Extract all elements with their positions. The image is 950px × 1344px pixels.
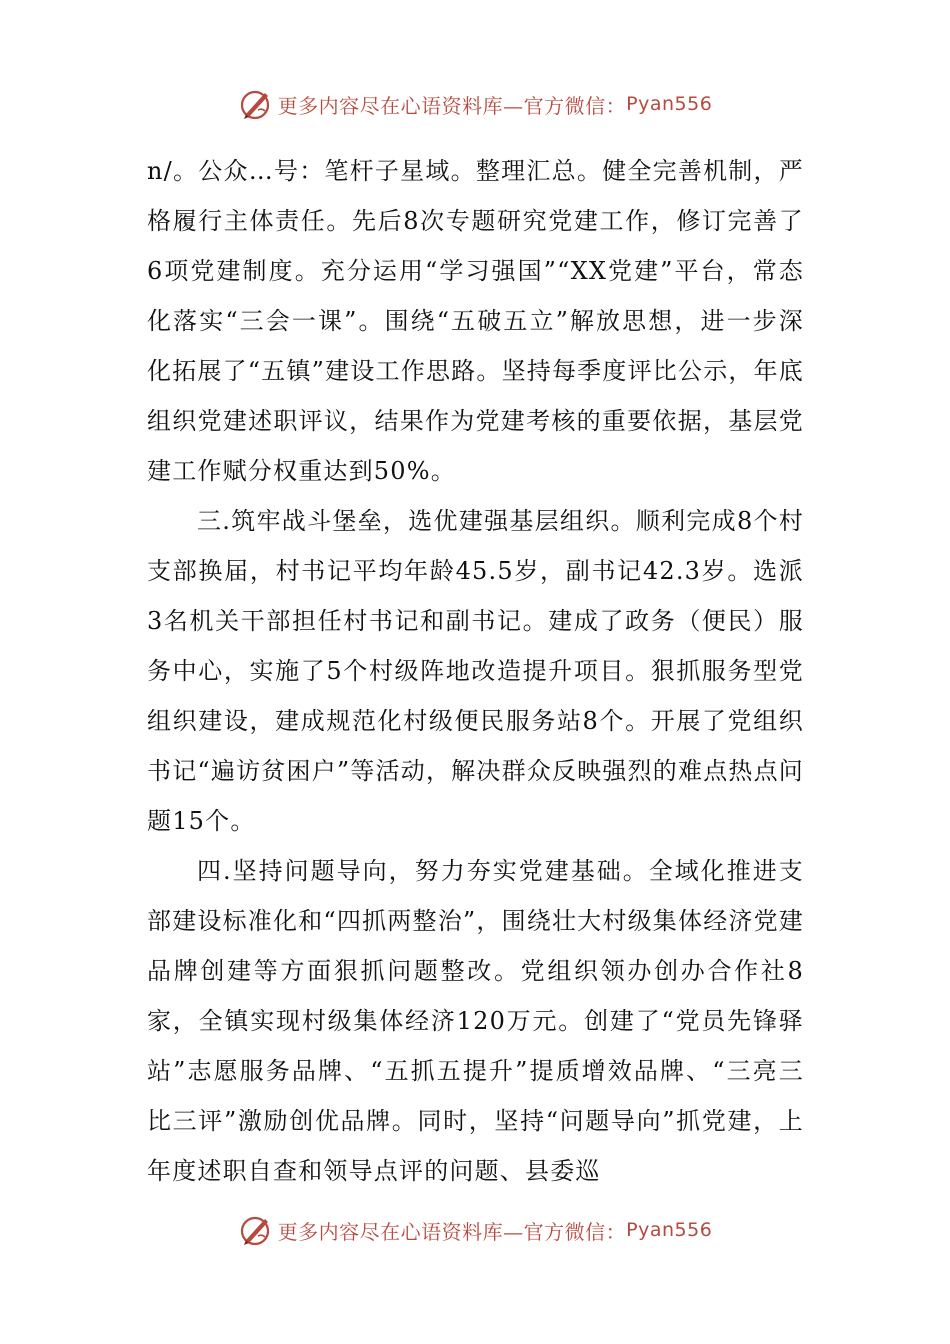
footer-wechat-id: Pyan556	[626, 1219, 713, 1241]
pen-logo-icon	[238, 86, 274, 122]
paragraph-2: 三.筑牢战斗堡垒，选优建强基层组织。顺利完成8个村支部换届，村书记平均年龄45.5岁，副书记42.3岁。选派3名机关干部担任村书记和副书记。建成了政务（便民）服务中心，实施了5个村级阵地改造提升项目。狠抓服务型党组织建设，建成规范化村级便民服务站8个。开展了党组织书记“遍访贫困户”等活动，解决群众反映强烈的难点热点问题15个。	[147, 507, 804, 835]
pen-logo-icon	[238, 1212, 274, 1248]
footer-banner-text: 更多内容尽在心语资料库—官方微信：	[277, 1219, 627, 1244]
header-banner	[0, 84, 950, 124]
paragraph-1: n/。公众…号：笔杆子星域。整理汇总。健全完善机制，严格履行主体责任。先后8次专题研究党建工作，修订完善了6项党建制度。充分运用“学习强国”“XX党建”平台，常态化落实“三会一课”。围绕“五破五立”解放思想，进一步深化拓展了“五镇”建设工作思路。坚持每季度评比公示，年底组织党建述职评议，结果作为党建考核的重要依据，基层党建工作赋分权重达到50%。	[147, 157, 804, 485]
header-wechat-id: Pyan556	[626, 93, 713, 115]
document-body	[147, 146, 804, 1196]
footer-banner	[0, 1210, 950, 1250]
header-banner-text: 更多内容尽在心语资料库—官方微信：	[277, 93, 627, 118]
paragraph-3: 四.坚持问题导向，努力夯实党建基础。全域化推进支部建设标准化和“四抓两整治”，围绕壮大村级集体经济党建品牌创建等方面狠抓问题整改。党组织领办创办合作社8家，全镇实现村级集体经济120万元。创建了“党员先锋驿站”志愿服务品牌、“五抓五提升”提质增效品牌、“三亮三比三评”激励创优品牌。同时，坚持“问题导向”抓党建，上年度述职自查和领导点评的问题、县委巡	[147, 857, 804, 1185]
